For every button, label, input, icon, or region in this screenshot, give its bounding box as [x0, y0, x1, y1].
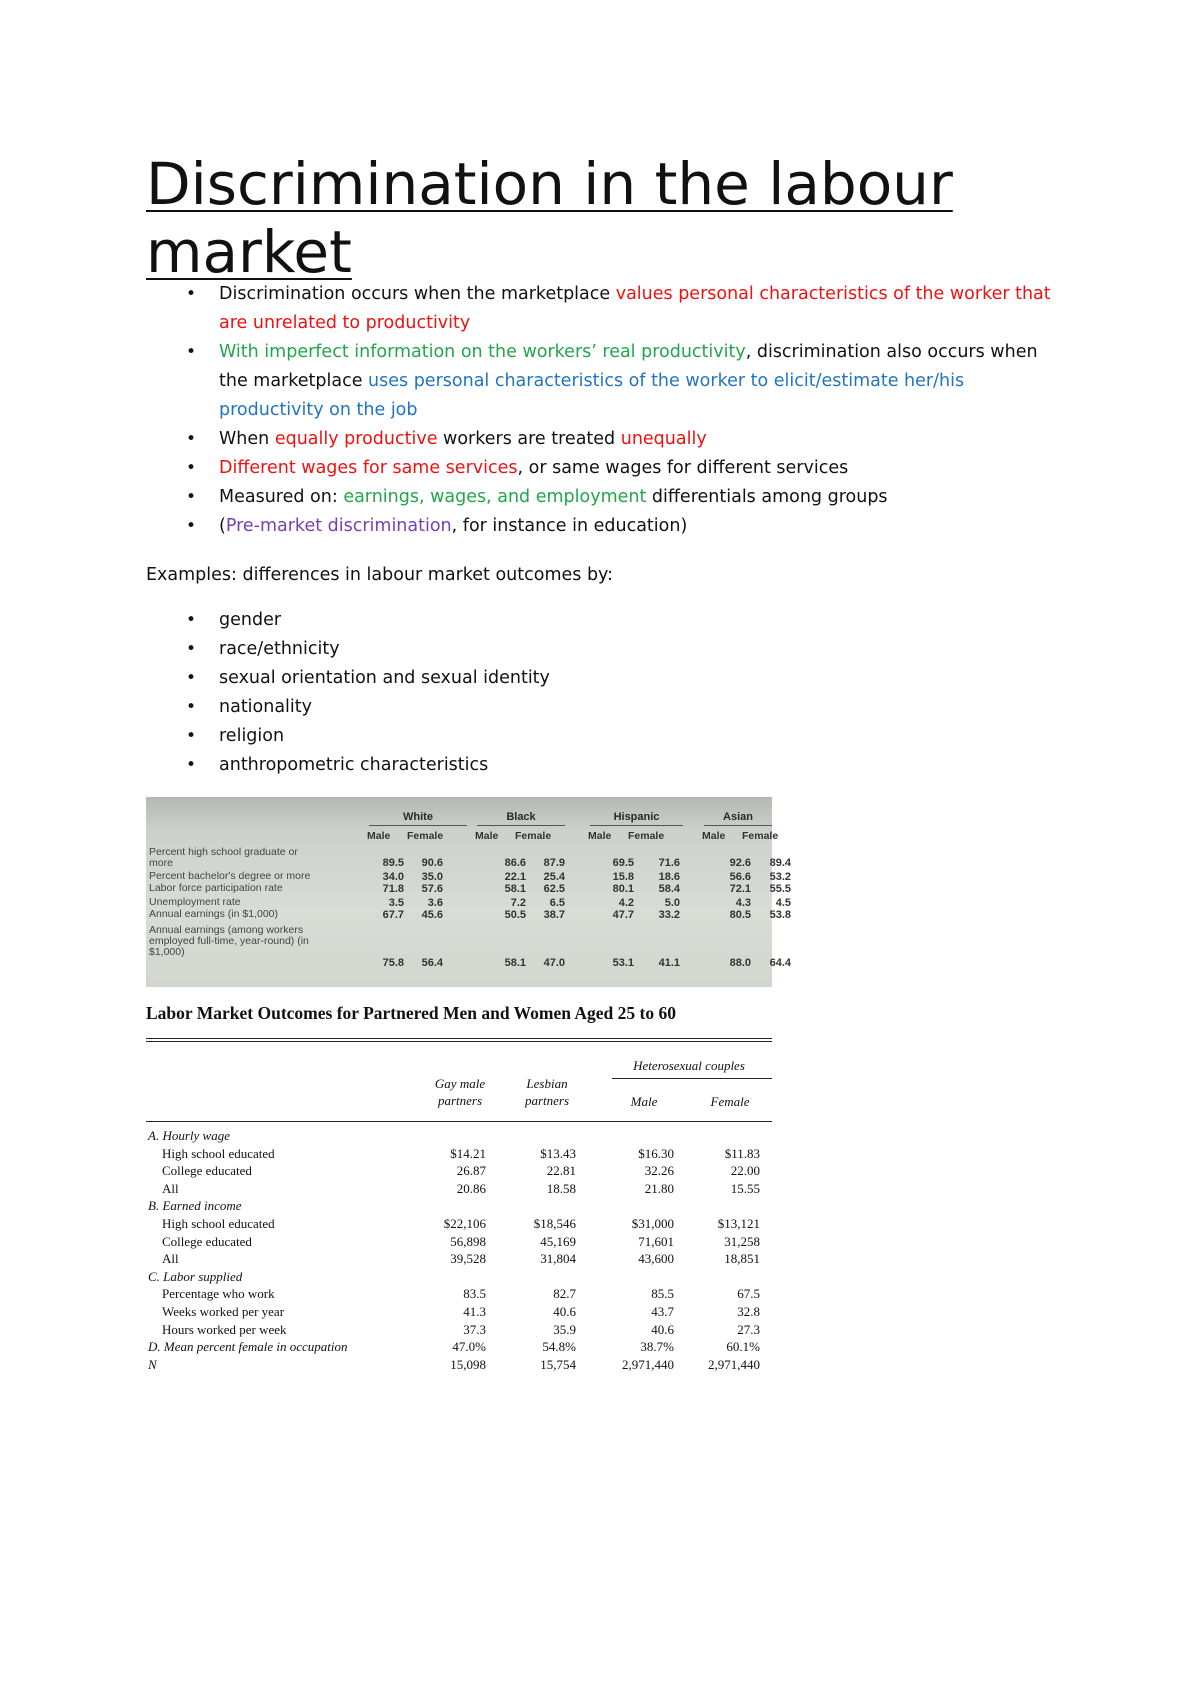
data-cell: 20.86 [456, 1180, 486, 1196]
bullet-text-segment: workers are treated [437, 429, 621, 449]
data-cell: 82.7 [553, 1286, 576, 1302]
data-cell: 18.58 [546, 1180, 576, 1196]
data-cell: 34.0 [382, 871, 404, 883]
data-cell: 6.5 [549, 897, 565, 909]
data-cell: 67.7 [382, 909, 404, 921]
group-header: Black [506, 811, 536, 823]
data-cell: 33.2 [658, 909, 680, 921]
data-cell: 43.7 [651, 1304, 674, 1319]
data-cell: 45.6 [421, 909, 443, 921]
bullet-text-segment: uses personal characteristics of the worker to elicit/estimate her/his productivity on the job [219, 371, 965, 420]
example-item: • religion [146, 722, 550, 751]
header-rule [704, 825, 772, 826]
data-cell: 15,754 [540, 1356, 576, 1372]
header-rule [369, 825, 467, 826]
data-cell: 80.1 [612, 883, 634, 895]
data-cell: 72.1 [729, 883, 751, 895]
data-cell: 69.5 [612, 857, 634, 869]
data-cell: 54.8% [542, 1339, 576, 1355]
group-header: Hispanic [613, 811, 660, 823]
bullet-item [146, 454, 1066, 483]
sub-header: Female [407, 830, 444, 842]
data-cell: 90.6 [421, 857, 443, 869]
row-label: College educated [162, 1233, 252, 1249]
data-cell: 87.9 [543, 857, 565, 869]
bullet-item [146, 280, 1066, 338]
data-cell: 58.4 [658, 883, 680, 895]
column-header: Male [630, 1094, 658, 1109]
bullet-text-segment: Different wages for same services [219, 458, 518, 478]
header-rule [477, 825, 565, 826]
data-cell: 92.6 [729, 857, 751, 869]
page-title: Discrimination in the labour market [146, 150, 953, 286]
table-title: Labor Market Outcomes for Partnered Men and Women Aged 25 to 60 [146, 1003, 676, 1023]
example-item: • anthropometric characteristics [146, 751, 550, 780]
row-label: Hours worked per week [162, 1321, 287, 1337]
row-label: D. Mean percent female in occupation [148, 1339, 348, 1355]
spanner-header: Heterosexual couples [633, 1058, 745, 1073]
row-label: Unemployment rate [149, 896, 241, 908]
row-label: High school educated [162, 1145, 275, 1161]
bullet-text-segment: With imperfect information on the workers’ real productivity [219, 342, 746, 362]
data-cell: 22.81 [546, 1163, 576, 1179]
data-cell: 35.0 [421, 871, 443, 883]
bullet-text-segment: Discrimination occurs when the marketplace [219, 284, 616, 304]
bullet-item [146, 338, 1066, 425]
row-label: Percentage who work [162, 1286, 275, 1302]
data-cell: 56.4 [421, 957, 443, 969]
row-label: Percent bachelor's degree or more [149, 870, 311, 882]
data-cell: 18.6 [658, 871, 680, 883]
data-cell: 50.5 [504, 909, 526, 921]
bullet-text-segment: , for instance in education) [451, 516, 688, 536]
data-cell: 4.5 [775, 897, 791, 909]
data-cell: 47.0% [452, 1339, 486, 1355]
bullet-text-segment: differentials among groups [646, 487, 888, 507]
sub-header: Female [515, 830, 552, 842]
data-cell: 89.5 [382, 857, 404, 869]
data-cell: 38.7 [543, 909, 565, 921]
data-cell: 80.5 [729, 909, 751, 921]
bullet-text-segment: values personal characteristics of the worker that are unrelated to productivity [219, 284, 1051, 333]
data-cell: 89.4 [769, 857, 791, 869]
data-cell: $18,546 [533, 1216, 576, 1231]
data-cell: $31,000 [631, 1216, 674, 1231]
data-cell: 22.00 [730, 1163, 760, 1179]
row-label: B. Earned income [148, 1198, 242, 1214]
row-label: High school educated [162, 1216, 275, 1231]
data-cell: 58.1 [504, 883, 526, 895]
data-cell: 5.0 [664, 897, 680, 909]
examples-intro: Examples: differences in labour market outcomes by: [146, 565, 614, 585]
group-header: Asian [723, 811, 753, 823]
data-cell: 41.3 [463, 1304, 486, 1319]
row-label: Weeks worked per year [162, 1304, 285, 1319]
bullet-item [146, 425, 1066, 454]
bullet-text-segment: , or same wages for different services [517, 458, 849, 478]
example-item: • gender [146, 606, 550, 635]
data-cell: 2,971,440 [622, 1356, 674, 1372]
data-cell: 18,851 [724, 1251, 760, 1267]
data-cell: 15,098 [450, 1356, 486, 1372]
bullet-item [146, 512, 1066, 541]
data-cell: 7.2 [510, 897, 526, 909]
data-cell: $13,121 [717, 1216, 760, 1231]
data-cell: 57.6 [421, 883, 443, 895]
data-cell: 40.6 [651, 1321, 674, 1337]
bullet-text-segment: Measured on: [219, 487, 344, 507]
group-header: White [403, 811, 433, 823]
sub-header: Male [702, 830, 726, 842]
table-rule [146, 1041, 772, 1042]
data-cell: 64.4 [769, 957, 791, 969]
data-cell: 55.5 [769, 883, 791, 895]
data-cell: 71.6 [658, 857, 680, 869]
data-cell: 56.6 [729, 871, 751, 883]
data-cell: 85.5 [651, 1286, 674, 1302]
data-cell: $13.43 [540, 1145, 576, 1161]
data-cell: 22.1 [504, 871, 526, 883]
row-label: Annual earnings (in $1,000) [149, 908, 279, 920]
data-cell: 41.1 [658, 957, 680, 969]
row-label: C. Labor supplied [148, 1268, 243, 1284]
column-header: Female [710, 1094, 750, 1109]
sub-header: Male [475, 830, 499, 842]
data-cell: 31,258 [724, 1233, 760, 1249]
row-label: Percent high school graduate or more [149, 846, 298, 869]
bullet-text-segment: equally productive [274, 429, 438, 449]
example-item: • race/ethnicity [146, 635, 550, 664]
data-cell: 62.5 [543, 883, 565, 895]
data-cell: 71,601 [638, 1233, 674, 1249]
spanner-rule [612, 1078, 772, 1079]
data-cell: 32.8 [737, 1304, 760, 1319]
data-cell: 21.80 [644, 1180, 674, 1196]
data-cell: $22,106 [443, 1216, 486, 1231]
data-cell: $11.83 [724, 1145, 760, 1161]
data-cell: 4.3 [735, 897, 751, 909]
bullet-text-segment: When [219, 429, 275, 449]
data-cell: 47.0 [543, 957, 565, 969]
data-cell: 67.5 [737, 1286, 760, 1302]
data-cell: 43,600 [638, 1251, 674, 1267]
data-cell: 32.26 [644, 1163, 674, 1179]
sub-header: Male [588, 830, 612, 842]
data-cell: 86.6 [504, 857, 526, 869]
examples-list [146, 606, 550, 780]
data-cell: 15.55 [730, 1180, 760, 1196]
row-label: N [148, 1356, 157, 1372]
data-cell: 15.8 [612, 871, 634, 883]
data-cell: 56,898 [450, 1233, 486, 1249]
example-item: • sexual orientation and sexual identity [146, 664, 550, 693]
data-cell: 27.3 [737, 1321, 760, 1337]
bullet-text-segment: earnings, wages, and employment [343, 487, 647, 507]
data-cell: 40.6 [553, 1304, 576, 1319]
data-cell: 88.0 [729, 957, 751, 969]
data-cell: 3.5 [388, 897, 404, 909]
data-cell: 3.6 [427, 897, 443, 909]
bullet-text-segment: ( [219, 516, 226, 536]
row-label: All [162, 1251, 179, 1267]
sub-header: Female [742, 830, 779, 842]
bullet-text-segment: Pre-market discrimination [225, 516, 452, 536]
data-cell: 2,971,440 [708, 1356, 760, 1372]
data-cell: 71.8 [382, 883, 404, 895]
data-cell: 25.4 [543, 871, 565, 883]
data-cell: 37.3 [463, 1321, 486, 1337]
sub-header: Female [628, 830, 665, 842]
data-cell: 75.8 [382, 957, 404, 969]
data-cell: 53.2 [769, 871, 791, 883]
column-header: Gay male partners [434, 1076, 486, 1108]
definition-bullet-list [146, 280, 1066, 541]
data-cell: 83.5 [463, 1286, 486, 1302]
bullet-text-segment: unequally [620, 429, 707, 449]
data-cell: 45,169 [540, 1233, 576, 1249]
data-cell: $14.21 [450, 1145, 486, 1161]
data-cell: 39,528 [450, 1251, 486, 1267]
data-cell: 38.7% [640, 1339, 674, 1355]
data-cell: 53.8 [769, 909, 791, 921]
data-cell: 35.9 [553, 1321, 576, 1337]
data-cell: 47.7 [612, 909, 634, 921]
row-label: College educated [162, 1163, 252, 1179]
data-cell: 4.2 [618, 897, 634, 909]
data-cell: 60.1% [726, 1339, 760, 1355]
data-cell: 31,804 [540, 1251, 576, 1267]
example-item: • nationality [146, 693, 550, 722]
row-label: Annual earnings (among workers employed full-time, year-round) (in $1,000) [149, 924, 309, 958]
data-cell: 53.1 [612, 957, 634, 969]
table-rule [146, 1121, 772, 1122]
header-rule [590, 825, 683, 826]
column-header: Lesbian partners [524, 1076, 570, 1108]
data-cell: 58.1 [504, 957, 526, 969]
row-label: A. Hourly wage [148, 1128, 230, 1143]
row-label: All [162, 1180, 179, 1196]
data-cell: $16.30 [638, 1145, 674, 1161]
bullet-item [146, 483, 1066, 512]
bullet-text-segment: , discrimination also occurs when the marketplace [219, 342, 1038, 391]
row-label: Labor force participation rate [149, 882, 283, 894]
race-ethnicity-table-photo [146, 797, 791, 987]
data-cell: 26.87 [456, 1163, 486, 1179]
table-rule [146, 1038, 772, 1039]
sub-header: Male [367, 830, 391, 842]
